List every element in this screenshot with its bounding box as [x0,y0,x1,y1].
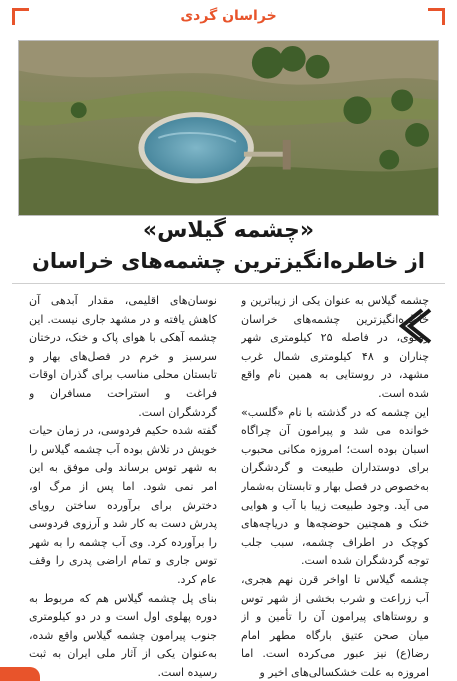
paragraph: گفته شده حکیم فردوسی، در زمان حیات خویش در تلاش بوده آب چشمه گیلاس را به شهر توس برساند ولی موفق به این امر نمی شود. اما پس از مرگ او، دخترش برای برآورده ساختن رویای پدرش دست به کار شد و آرزوی فردوسی را برآورده کرد. وی آب چشمه را به شهر توس جاری و تمام اراضی پدری را وقف عام کرد. [29,424,217,586]
headline-line-2: از خاطره‌انگیزترین چشمه‌های خراسان [31,249,425,273]
paragraph: این چشمه که در گذشته با نام «گلسب» خوانده می شد و پیرامون آن چراگاه اسبان بوده است؛ امروزه مکانی محبوب برای دوستداران طبیعت و گردشگران به‌خصوص در فصل بهار و تابستان به‌شمار می آید. وجود طبیعت زیبا با آب و هوایی خنک و همچنین حوضچه‌ها و دریاچه‌های کوچک در اطراف چشمه، سبب جلب توجه گردشگران شده است. [241,405,429,568]
spring-pool-image [19,41,438,215]
section-title: خراسان گردی [180,8,277,24]
headline-divider [12,283,445,284]
article-column-left [29,292,217,679]
article-column-right [241,292,429,679]
paragraph: چشمه گیلاس تا اواخر قرن نهم هجری، آب زراعت و شرب بخشی از شهر توس و روستاهای پیرامون آن را تأمین و از میان صحن عتیق بارگاه مطهر امام رضا(ع) نیز عبور می‌کرده است. اما امروزه به علت خشکسالی‌های اخیر و [241,572,429,679]
headline-line-1: «چشمه گیلاس» [142,218,315,243]
article-photo [18,40,439,216]
page-number-tab [0,667,40,681]
paragraph: چشمه گیلاس به عنوان یکی از زیباترین و خاطره‌انگیزترین چشمه‌های خراسان رضوی، در فاصله ۲۵ کیلومتری شهر چناران و ۴۸ کیلومتری شمال غرب مشهد، در روستایی به همین نام واقع شده است. [241,294,429,400]
paragraph: بنای پل چشمه گیلاس هم که مربوط به دوره پهلوی اول است و در دو کیلومتری جنوب پیرامون چشمه گیلاس واقع شده، به‌عنوان یکی از آثار ملی ایران به ثبت رسیده است. [29,591,217,679]
paragraph: نوسان‌های اقلیمی، مقدار آبدهی آن کاهش یافته و در مشهد جاری نیست. این چشمه آهکی با هوای پاک و خنک، درختان سرسبز و خرم در فصل‌های بهار و تابستان محلی مناسب برای گذران اوقات فراغت و استراحت مسافران و گردشگران است. [29,294,217,419]
